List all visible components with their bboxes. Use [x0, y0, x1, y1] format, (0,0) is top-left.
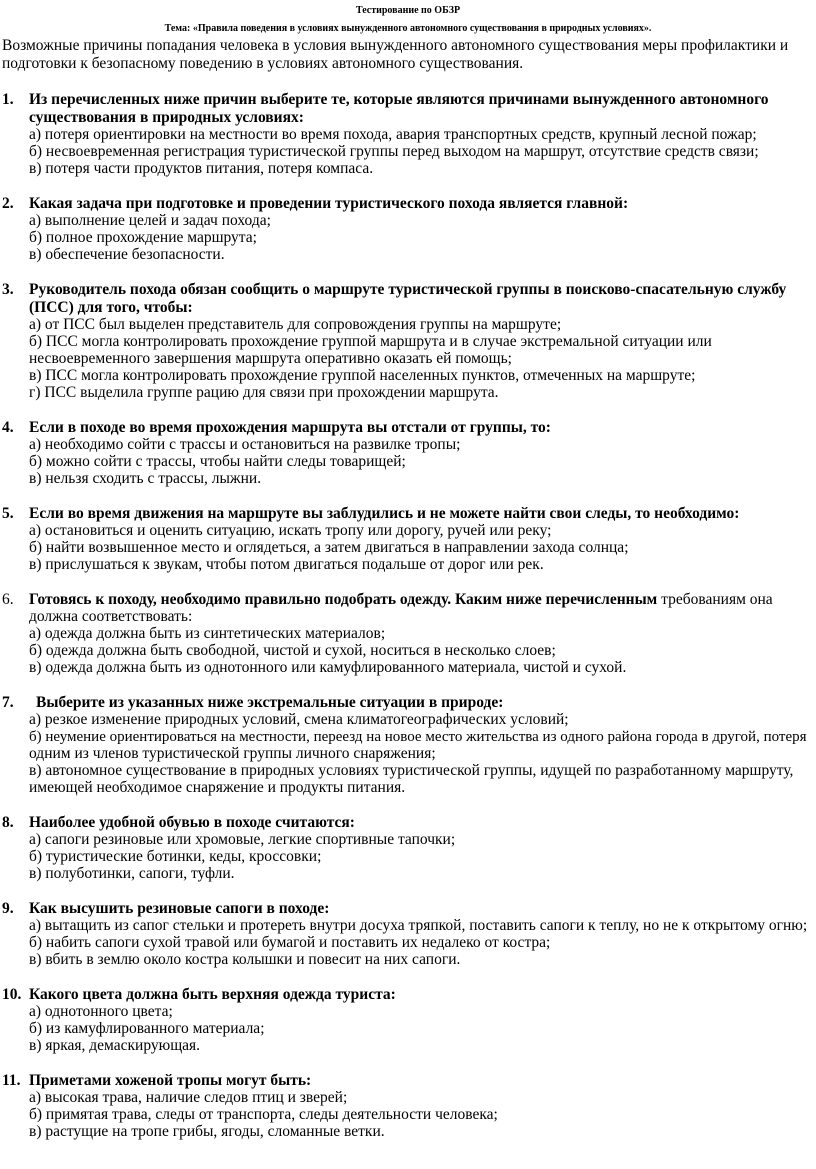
question-5-option-a: а) остановиться и оценить ситуацию, искать тропу или дорогу, ручей или реку;: [29, 522, 552, 539]
question-2-option-b: б) полное прохождение маршрута;: [29, 229, 257, 246]
question-7-number: 7.: [2, 694, 14, 711]
question-9-number: 9.: [2, 900, 14, 917]
intro-line-2: подготовки к безопасному поведению в условиях автономного существования.: [2, 55, 524, 72]
question-1-option-a: а) потеря ориентировки на местности во время похода, авария транспортных средств, крупный лесной пожар;: [29, 126, 757, 143]
question-1-text-1: Из перечисленных ниже причин выберите те, которые являются причинами вынужденного автономного: [29, 91, 769, 108]
question-7-option-b-1: б) неумение ориентироваться на местности, переезд на новое место жительства из одного района города в другой, потеря: [29, 729, 807, 745]
question-3-option-a: а) от ПСС был выделен представитель для сопровождения группы на маршруте;: [29, 316, 562, 333]
question-5-text: Если во время движения на маршруте вы заблудились и не можете найти свои следы, то необходимо:: [29, 505, 740, 522]
question-4-option-a: а) необходимо сойти с трассы и остановиться на развилке тропы;: [29, 436, 461, 453]
question-10-option-b: б) из камуфлированного материала;: [29, 1020, 265, 1037]
question-6-option-a: а) одежда должна быть из синтетических материалов;: [29, 625, 386, 642]
question-7-option-c-1: в) автономное существование в природных условиях туристической группы, идущей по разработанному маршруту,: [29, 762, 794, 779]
question-7-option-b-2: одним из членов туристической группы личного снаряжения;: [29, 745, 436, 762]
question-9-option-b: б) набить сапоги сухой травой или бумагой и поставить их недалеко от костра;: [29, 934, 551, 951]
question-2-option-c: в) обеспечение безопасности.: [29, 246, 225, 263]
question-2-option-a: а) выполнение целей и задач похода;: [29, 212, 271, 229]
question-1-option-b: б) несвоевременная регистрация туристической группы перед выходом на маршрут, отсутствие средств связи;: [29, 143, 759, 160]
question-11-option-b: б) примятая трава, следы от транспорта, следы деятельности человека;: [29, 1106, 498, 1123]
question-2-text: Какая задача при подготовке и проведении туристического похода является главной:: [29, 195, 629, 212]
question-7-option-a: а) резкое изменение природных условий, смена климатогеографических условий;: [29, 711, 569, 728]
question-6-number: 6.: [2, 591, 14, 608]
question-11-option-c: в) растущие на тропе грибы, ягоды, сломанные ветки.: [29, 1123, 385, 1140]
question-3-option-d: г) ПСС выделила группе рацию для связи при прохождении маршрута.: [29, 384, 499, 401]
question-11-option-a: а) высокая трава, наличие следов птиц и зверей;: [29, 1089, 348, 1106]
question-10-number: 10.: [2, 986, 22, 1003]
question-6-option-b: б) одежда должна быть свободной, чистой и сухой, носиться в несколько слоев;: [29, 642, 556, 659]
question-8-option-a: а) сапоги резиновые или хромовые, легкие спортивные тапочки;: [29, 831, 456, 848]
question-6-option-c: в) одежда должна быть из однотонного или камуфлированного материала, чистой и сухой.: [29, 659, 627, 676]
question-8-text: Наиболее удобной обувью в походе считаются:: [29, 814, 355, 831]
question-4-number: 4.: [2, 419, 14, 436]
question-4-option-c: в) нельзя сходить с трассы, лыжни.: [29, 470, 262, 487]
question-6-text-1: [29, 591, 773, 609]
question-8-number: 8.: [2, 814, 14, 831]
question-4-option-b: б) можно сойти с трассы, чтобы найти следы товарищей;: [29, 453, 406, 470]
question-3-option-c: в) ПСС могла контролировать прохождение группой населенных пунктов, отмеченных на маршруте;: [29, 367, 696, 384]
question-10-option-c: в) яркая, демаскирующая.: [29, 1037, 201, 1054]
question-8-option-b: б) туристические ботинки, кеды, кроссовки;: [29, 848, 322, 865]
page-title: Тестирование по ОБЗР: [355, 5, 461, 16]
question-6-text-bold: Готовясь к походу, необходимо правильно подобрать одежду. Каким ниже перечисленным: [29, 591, 658, 608]
question-5-option-c: в) прислушаться к звукам, чтобы потом двигаться подальше от дорог или рек.: [29, 556, 544, 573]
question-6-text-2: должна соответствовать:: [29, 608, 193, 625]
topic-line: Тема: «Правила поведения в условиях вынужденного автономного существования в природных условиях».: [164, 23, 652, 34]
question-9-option-a: а) вытащить из сапог стельки и протереть внутри досуха тряпкой, поставить сапоги к теплу, но не к открытому огню;: [29, 917, 808, 934]
question-5-number: 5.: [2, 505, 14, 522]
question-3-text-2: (ПСС) для того, чтобы:: [29, 299, 193, 316]
question-11-number: 11.: [2, 1072, 21, 1089]
question-6-text-plain: требованиям она: [657, 591, 773, 608]
question-10-option-a: а) однотонного цвета;: [29, 1003, 173, 1020]
question-11-text: Приметами хоженой тропы могут быть:: [29, 1072, 312, 1089]
intro-line-1: Возможные причины попадания человека в условия вынужденного автономного существования меры профилактики и: [2, 37, 789, 54]
question-9-option-c: в) вбить в землю около костра колышки и повесит на них сапоги.: [29, 951, 461, 968]
question-7-option-c-2: имеющей необходимое снаряжение и продукты питания.: [29, 779, 406, 796]
question-2-number: 2.: [2, 195, 14, 212]
question-3-option-b-2: несвоевременного завершения маршрута оперативно оказать ей помощь;: [29, 350, 512, 367]
question-7-text: Выберите из указанных ниже экстремальные ситуации в природе:: [36, 694, 504, 711]
question-3-text-1: Руководитель похода обязан сообщить о маршруте туристической группы в поисково-спасательную службу: [29, 281, 787, 298]
question-1-number: 1.: [2, 91, 14, 108]
question-9-text: Как высушить резиновые сапоги в походе:: [29, 900, 330, 917]
question-3-option-b-1: б) ПСС могла контролировать прохождение группой маршрута и в случае экстремальной ситуации или: [29, 333, 712, 350]
question-3-number: 3.: [2, 281, 14, 298]
question-5-option-b: б) найти возвышенное место и оглядеться, а затем двигаться в направлении захода солнца;: [29, 539, 629, 556]
question-1-text-2: существования в природных условиях:: [29, 109, 304, 126]
question-1-option-c: в) потеря части продуктов питания, потеря компаса.: [29, 160, 374, 177]
question-4-text: Если в походе во время прохождения маршрута вы отстали от группы, то:: [29, 419, 551, 436]
question-8-option-c: в) полуботинки, сапоги, туфли.: [29, 865, 235, 882]
question-10-text: Какого цвета должна быть верхняя одежда туриста:: [29, 986, 396, 1003]
